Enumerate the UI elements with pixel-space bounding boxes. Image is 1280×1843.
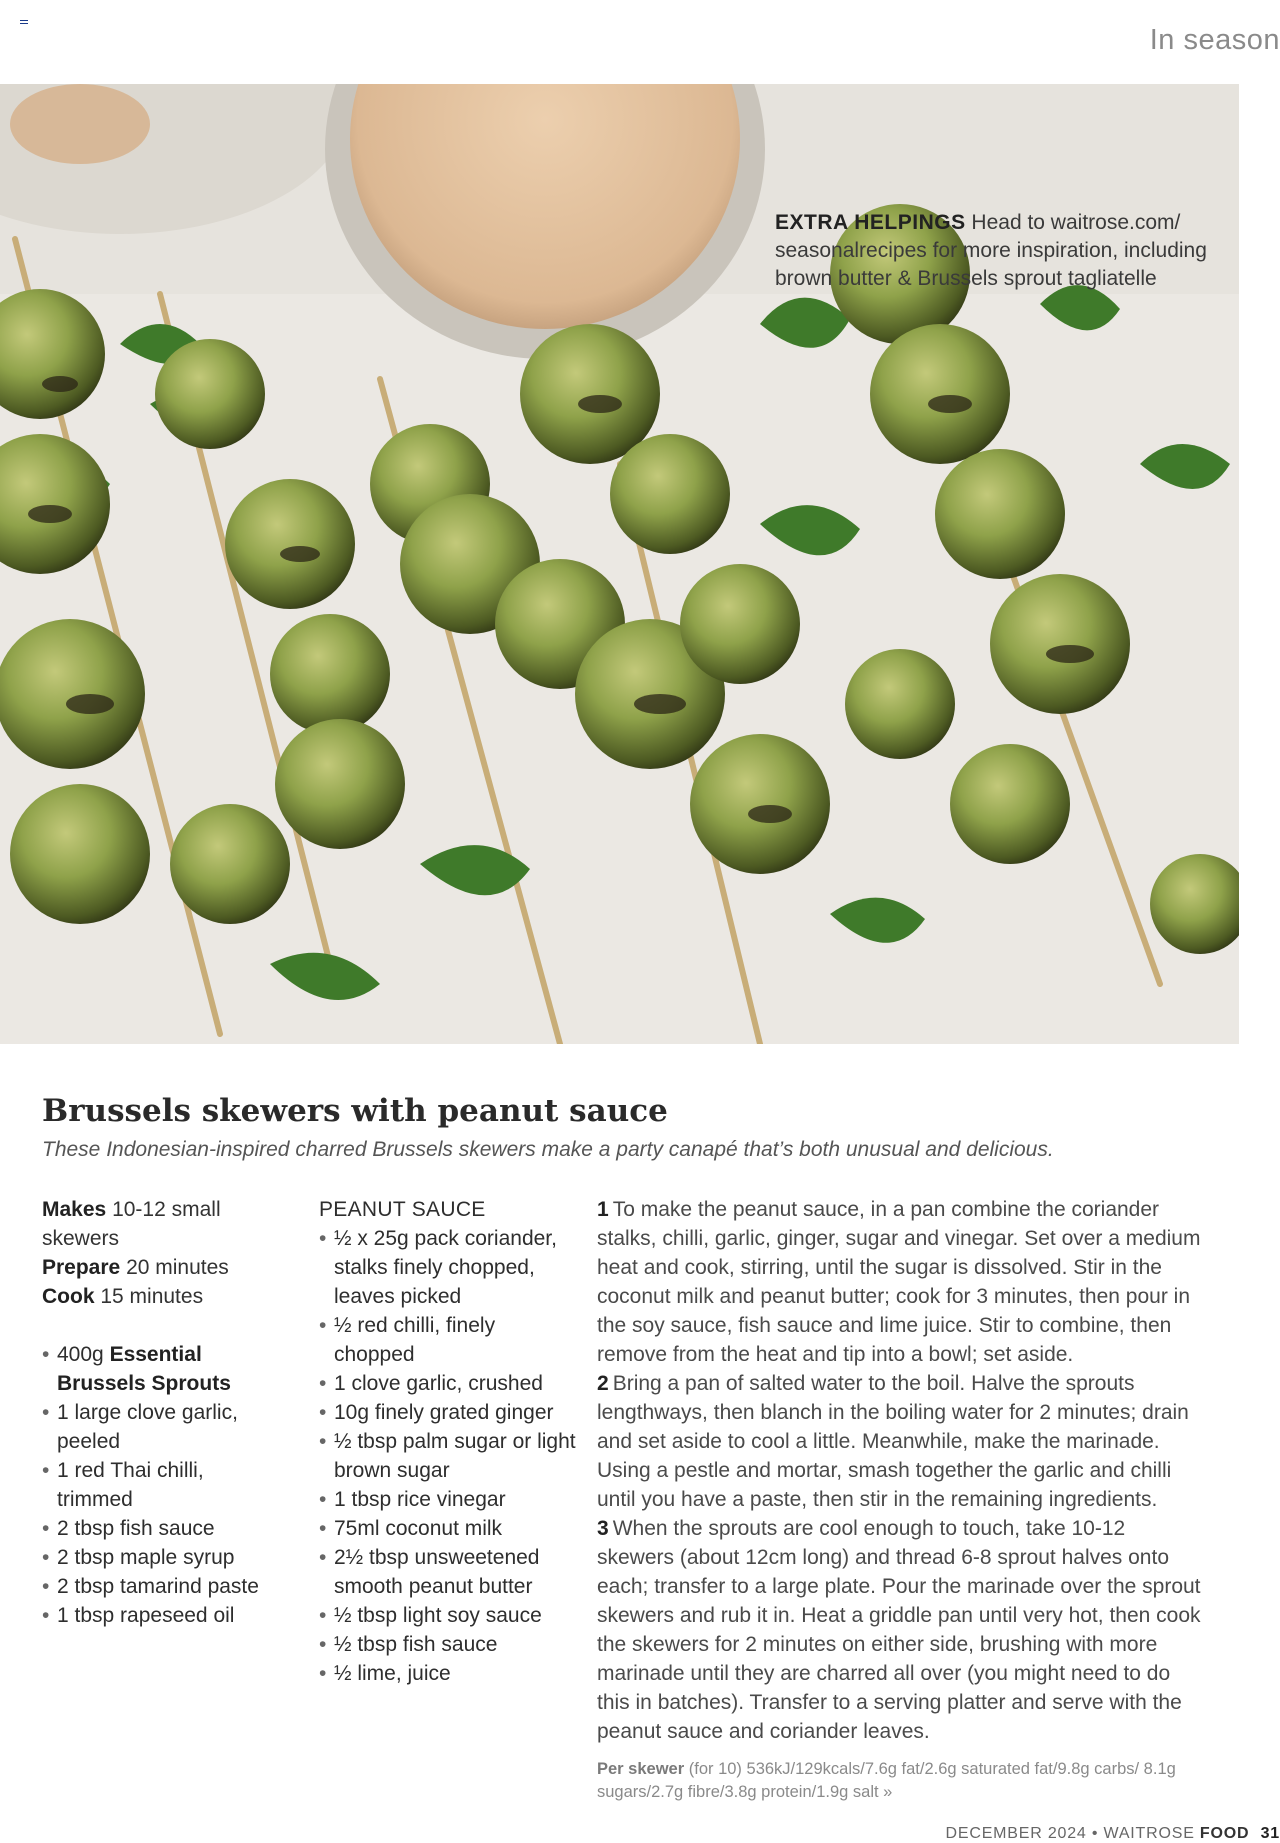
cook-line — [42, 1282, 282, 1311]
sauce-ingredient-item: • ½ tbsp fish sauce — [319, 1630, 579, 1659]
method-step-1: 1 To make the peanut sauce, in a pan combine the coriander stalks, chilli, garlic, ginger, sugar and vinegar. Set over a medium heat and cook, stirring, until the sugar is dissolved. Stir in the coconut milk and peanut butter; cook for 3 minutes, then pour in the soy sauce, fish sauce and lime juice. Stir to combine, then remove from the heat and tip into a bowl; set aside. — [597, 1198, 1201, 1366]
makes-value: 10-12 small skewers — [42, 1198, 221, 1250]
ingredient-item: • 2 tbsp fish sauce — [42, 1514, 282, 1543]
sauce-ingredient-item: • 10g finely grated ginger — [319, 1398, 579, 1427]
extra-helpings-label: EXTRA HELPINGS — [775, 211, 966, 234]
makes-label: Makes — [42, 1198, 107, 1221]
ingredient-item: • 1 large clove garlic, peeled — [42, 1398, 282, 1456]
menu-icon[interactable] — [20, 20, 28, 27]
footer-brand: FOOD — [1199, 1825, 1250, 1842]
sauce-ingredient-item: • ½ tbsp palm sugar or light brown sugar — [319, 1427, 579, 1485]
page-number: 31 — [1260, 1825, 1280, 1842]
method-step-2: 2 Bring a pan of salted water to the boil. Halve the sprouts lengthways, then blanch in the boiling water for 2 minutes; drain and set aside to cool a little. Meanwhile, make the marinade. Using a pestle and mortar, smash together the garlic and chilli until you have a paste, then stir in the remaining ingredients. — [597, 1372, 1189, 1511]
ingredient-item: • 2 tbsp maple syrup — [42, 1543, 282, 1572]
prepare-value: 20 minutes — [126, 1256, 229, 1279]
extra-helpings-text: Head to waitrose.com/ seasonalrecipes for more inspiration, including brown butter & Brussels sprout tagliatelle — [775, 211, 1207, 290]
section-tag: In season — [1149, 24, 1280, 57]
method-step-3: 3 When the sprouts are cool enough to touch, take 10-12 skewers (about 12cm long) and thread 6-8 sprout halves onto each; transfer to a large plate. Pour the marinade over the sprout skewers and rub it in. Heat a griddle pan until very hot, then cook the skewers for 2 minutes on either side, brushing with more marinade until they are charred all over (you might need to do this in batches). Transfer to a serving platter and serve with the peanut sauce and coriander leaves. — [597, 1517, 1201, 1743]
sauce-ingredient-item: • 1 clove garlic, crushed — [319, 1369, 579, 1398]
peanut-sauce-heading: PEANUT SAUCE — [319, 1198, 486, 1221]
recipe-title: Brussels skewers with peanut sauce — [42, 1093, 668, 1129]
sauce-ingredient-item: • 1 tbsp rice vinegar — [319, 1485, 579, 1514]
sauce-ingredient-item: • 2½ tbsp unsweetened smooth peanut butter — [319, 1543, 579, 1601]
ingredient-item: • 2 tbsp tamarind paste — [42, 1572, 282, 1601]
sauce-ingredient-item: • 75ml coconut milk — [319, 1514, 579, 1543]
sauce-ingredient-item: • ½ tbsp light soy sauce — [319, 1601, 579, 1630]
cook-value: 15 minutes — [100, 1285, 204, 1308]
peanut-sauce-column — [319, 1195, 579, 1688]
ingredient-item: • 1 tbsp rapeseed oil — [42, 1601, 282, 1630]
footer-issue: DECEMBER 2024 • WAITROSE — [945, 1825, 1195, 1842]
nutrition-text: (for 10) 536kJ/129kcals/7.6g fat/2.6g saturated fat/9.8g carbs/ 8.1g sugars/2.7g fibre/3.8g protein/1.9g salt » — [597, 1760, 1176, 1801]
nutrition-info — [597, 1758, 1207, 1804]
ingredient-item: • 1 red Thai chilli, trimmed — [42, 1456, 282, 1514]
sauce-ingredient-item: • ½ lime, juice — [319, 1659, 579, 1688]
prepare-line — [42, 1253, 282, 1282]
ingredient-item: • 400g Essential Brussels Sprouts — [42, 1340, 282, 1398]
method-column — [597, 1195, 1207, 1804]
prepare-label: Prepare — [42, 1256, 121, 1279]
meta-and-ingredients-column — [42, 1195, 282, 1630]
makes-line — [42, 1195, 282, 1253]
sauce-ingredient-item: • ½ red chilli, finely chopped — [319, 1311, 579, 1369]
extra-helpings-callout — [775, 209, 1215, 293]
nutrition-label: Per skewer — [597, 1760, 685, 1778]
sauce-ingredient-item: • ½ x 25g pack coriander, stalks finely chopped, leaves picked — [319, 1224, 579, 1311]
recipe-standfirst: These Indonesian-inspired charred Brussels skewers make a party canapé that’s both unusual and delicious. — [42, 1138, 1054, 1161]
main-ingredients-list — [42, 1340, 282, 1630]
cook-label: Cook — [42, 1285, 95, 1308]
page-footer — [946, 1825, 1280, 1843]
peanut-sauce-list — [319, 1224, 579, 1688]
hero-photo — [0, 84, 1239, 1044]
